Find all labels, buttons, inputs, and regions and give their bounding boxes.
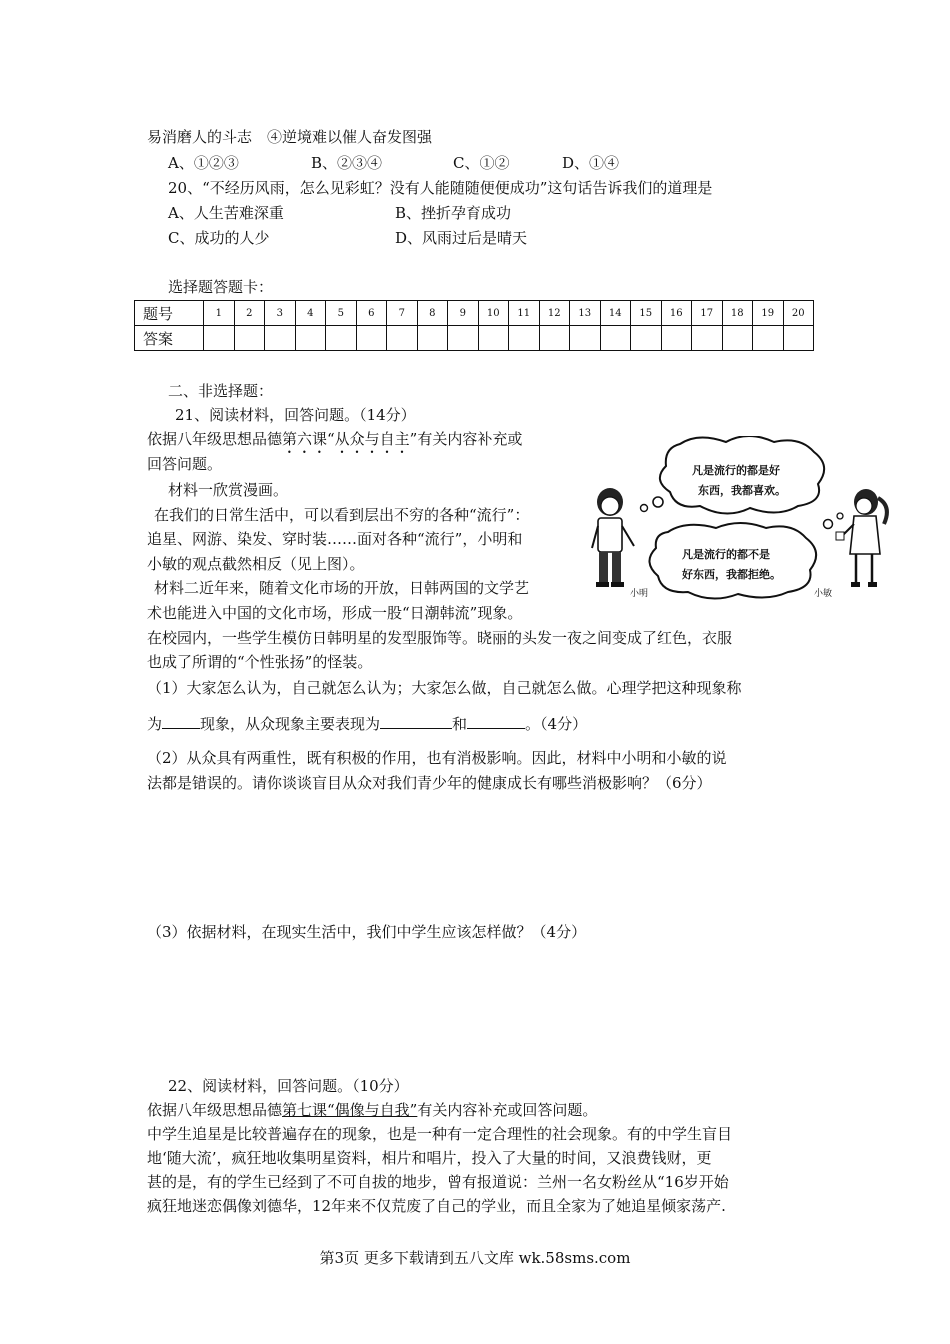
question-number: 18 bbox=[722, 301, 753, 326]
bubble-top-line2: 东西，我都喜欢。 bbox=[698, 484, 786, 497]
q19-tail-line: 易消磨人的斗志 ④逆境难以催人奋发图强 bbox=[147, 128, 433, 146]
question-number: 20 bbox=[783, 301, 814, 326]
answer-cell[interactable] bbox=[234, 326, 265, 351]
q21-sub1-b: 现象，从众现象主要表现为 bbox=[200, 715, 381, 733]
fill-blank-2[interactable] bbox=[380, 713, 452, 729]
row-label-number: 题号 bbox=[135, 301, 204, 326]
q22-para-line4: 疯狂地迷恋偶像刘德华，12年来不仅荒废了自己的学业，而且全家为了她追星倾家荡产. bbox=[147, 1197, 726, 1215]
q21-sub1-line2 bbox=[147, 713, 587, 734]
question-number: 12 bbox=[539, 301, 570, 326]
q21-material1-title: 材料一欣赏漫画。 bbox=[168, 481, 289, 499]
answer-card-table bbox=[134, 300, 814, 351]
row-label-answer: 答案 bbox=[135, 326, 204, 351]
answer-cell[interactable] bbox=[295, 326, 326, 351]
answer-cell[interactable] bbox=[722, 326, 753, 351]
answer-cell[interactable] bbox=[600, 326, 631, 351]
bubble-bottom bbox=[649, 513, 843, 599]
q22-para-line2: 地‘随大流’，疯狂地收集明星资料，相片和唱片，投入了大量的时间，又浪费钱财，更 bbox=[147, 1149, 712, 1167]
answer-cell[interactable] bbox=[387, 326, 418, 351]
q19-option-c: C、①② bbox=[453, 154, 510, 172]
q21-sub1-a: 为 bbox=[147, 715, 163, 733]
girl-figure bbox=[814, 489, 887, 599]
q22-intro bbox=[147, 1100, 597, 1120]
q21-intro bbox=[147, 429, 522, 457]
question-number: 4 bbox=[295, 301, 326, 326]
answer-cell[interactable] bbox=[448, 326, 479, 351]
q20-option-b: B、挫折孕育成功 bbox=[395, 204, 512, 222]
bubble-bottom-line1: 凡是流行的都不是 bbox=[682, 548, 770, 561]
question-number: 1 bbox=[204, 301, 235, 326]
question-number: 2 bbox=[234, 301, 265, 326]
q21-intro-line2: 回答问题。 bbox=[147, 455, 223, 473]
q22-intro-course: 第七课“偶像与自我” bbox=[282, 1101, 418, 1119]
q19-option-d: D、①④ bbox=[562, 154, 620, 172]
q20-option-a: A、人生苦难深重 bbox=[168, 204, 284, 222]
q21-m2-line4: 也成了所谓的“个性张扬”的怪装。 bbox=[147, 653, 373, 671]
question-number: 9 bbox=[448, 301, 479, 326]
answer-cell[interactable] bbox=[783, 326, 814, 351]
answer-cell[interactable] bbox=[204, 326, 235, 351]
answer-cell[interactable] bbox=[692, 326, 723, 351]
q21-intro-suffix: 有关内容补充或 bbox=[417, 430, 523, 448]
q21-sub1-d: 。（4分） bbox=[525, 715, 588, 733]
question-number: 13 bbox=[570, 301, 601, 326]
q22-stem: 22、阅读材料，回答问题。（10分） bbox=[168, 1077, 409, 1095]
comic-illustration bbox=[588, 436, 898, 604]
answer-cell[interactable] bbox=[326, 326, 357, 351]
answer-card-title: 选择题答题卡： bbox=[168, 278, 274, 296]
section-title: 二、非选择题： bbox=[168, 382, 274, 400]
answer-cell[interactable] bbox=[661, 326, 692, 351]
question-number: 14 bbox=[600, 301, 631, 326]
question-number: 15 bbox=[631, 301, 662, 326]
q21-m1-line3: 小敏的观点截然相反（见上图）。 bbox=[147, 555, 365, 573]
q20-stem: 20、“不经历风雨，怎么见彩虹？没有人能随随便便成功”这句话告诉我们的道理是 bbox=[168, 179, 713, 197]
question-number: 16 bbox=[661, 301, 692, 326]
answer-card-answer-row bbox=[135, 326, 814, 351]
q22-intro-suffix: 有关内容补充或回答问题。 bbox=[417, 1101, 598, 1119]
q22-intro-prefix: 依据八年级思想品德 bbox=[147, 1101, 283, 1119]
q20-option-c: C、成功的人少 bbox=[168, 229, 270, 247]
q21-m1-line2: 追星、网游、染发、穿时装……面对各种“流行”，小明和 bbox=[147, 530, 523, 548]
q22-para-line3: 甚的是，有的学生已经到了不可自拔的地步，曾有报道说：兰州一名女粉丝从“16岁开始 bbox=[147, 1173, 729, 1191]
question-number: 19 bbox=[753, 301, 784, 326]
question-number: 7 bbox=[387, 301, 418, 326]
answer-cell[interactable] bbox=[478, 326, 509, 351]
page-footer: 第3页 更多下载请到五八文库 wk.58sms.com bbox=[319, 1249, 631, 1267]
answer-card-number-row bbox=[135, 301, 814, 326]
answer-cell[interactable] bbox=[509, 326, 540, 351]
boy-figure bbox=[592, 488, 648, 599]
fill-blank-1[interactable] bbox=[162, 713, 200, 729]
q21-m2-line1: 材料二近年来，随着文化市场的开放，日韩两国的文学艺 bbox=[154, 579, 530, 597]
q21-sub1-c: 和 bbox=[452, 715, 468, 733]
question-number: 11 bbox=[509, 301, 540, 326]
girl-name-label: 小敏 bbox=[814, 589, 833, 599]
q21-sub3: （3）依据材料，在现实生活中，我们中学生应该怎样做？（4分） bbox=[147, 923, 587, 941]
answer-cell[interactable] bbox=[265, 326, 296, 351]
q21-intro-prefix: 依据八年级思想品德 bbox=[147, 430, 283, 448]
answer-cell[interactable] bbox=[417, 326, 448, 351]
q19-option-b: B、②③④ bbox=[311, 154, 383, 172]
bubble-top bbox=[641, 436, 825, 514]
fill-blank-3[interactable] bbox=[467, 713, 525, 729]
question-number: 3 bbox=[265, 301, 296, 326]
q21-m2-line3: 在校园内，一些学生模仿日韩明星的发型服饰等。晓丽的头发一夜之间变成了红色，衣服 bbox=[147, 629, 733, 647]
q21-intro-course: 第六课“从众与自主” bbox=[282, 430, 418, 448]
q21-stem: 21、阅读材料，回答问题。（14分） bbox=[175, 406, 416, 424]
bubble-top-line1: 凡是流行的都是好 bbox=[692, 464, 780, 477]
bubble-bottom-line2: 好东西，我都拒绝。 bbox=[682, 568, 781, 581]
q21-sub2-line1: （2）从众具有两重性，既有积极的作用，也有消极影响。因此，材料中小明和小敏的说 bbox=[147, 749, 727, 767]
answer-cell[interactable] bbox=[539, 326, 570, 351]
question-number: 17 bbox=[692, 301, 723, 326]
question-number: 5 bbox=[326, 301, 357, 326]
question-number: 6 bbox=[356, 301, 387, 326]
answer-cell[interactable] bbox=[631, 326, 662, 351]
q21-m1-line1: 在我们的日常生活中，可以看到层出不穷的各种“流行”： bbox=[154, 506, 530, 524]
q21-sub1-line1: （1）大家怎么认为，自己就怎么认为；大家怎么做，自己就怎么做。心理学把这种现象称 bbox=[147, 679, 742, 697]
answer-cell[interactable] bbox=[570, 326, 601, 351]
boy-name-label: 小明 bbox=[630, 589, 649, 599]
q19-option-a: A、①②③ bbox=[168, 154, 239, 172]
question-number: 10 bbox=[478, 301, 509, 326]
answer-cell[interactable] bbox=[356, 326, 387, 351]
q21-m2-line2: 术也能进入中国的文化市场，形成一股“日潮韩流”现象。 bbox=[147, 604, 523, 622]
q20-option-d: D、风雨过后是晴天 bbox=[395, 229, 528, 247]
question-number: 8 bbox=[417, 301, 448, 326]
answer-cell[interactable] bbox=[753, 326, 784, 351]
q21-sub2-line2: 法都是错误的。请你谈谈盲目从众对我们青少年的健康成长有哪些消极影响？（6分） bbox=[147, 774, 712, 792]
q22-para-line1: 中学生追星是比较普遍存在的现象，也是一种有一定合理性的社会现象。有的中学生盲目 bbox=[147, 1125, 733, 1143]
